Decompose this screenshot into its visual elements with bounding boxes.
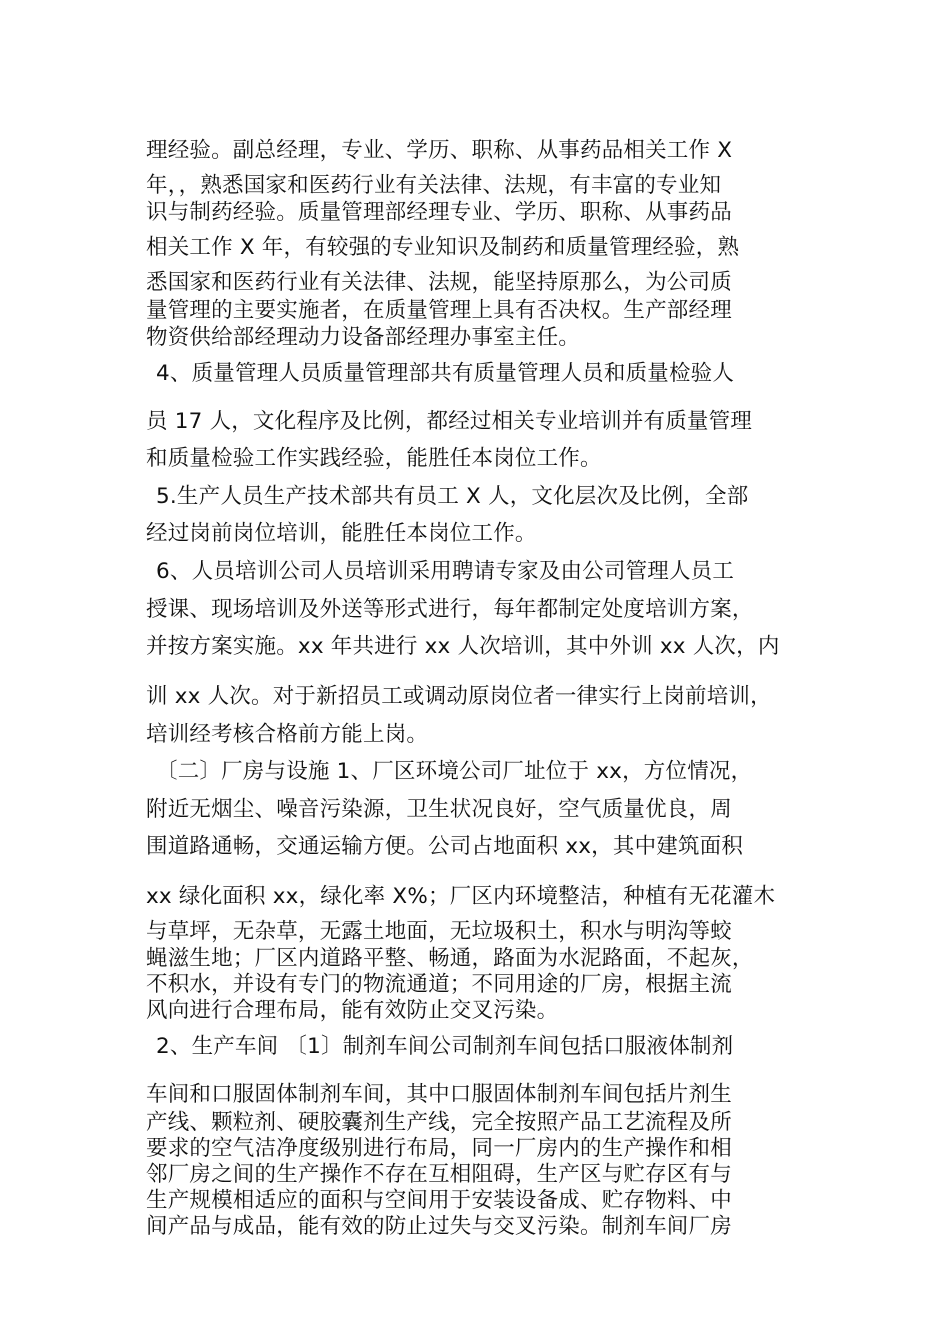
- text-line: 物资供给部经理动力设备部经理办事室主任。: [146, 325, 581, 350]
- text-line: 邻厂房之间的生产操作不存在互相阻碍，生产区与贮存区有与: [146, 1162, 732, 1187]
- text-line: xx 绿化面积 xx，绿化率 X%；厂区内环境整洁，种植有无花灌木: [146, 884, 776, 909]
- text-line: 识与制药经验。质量管理部经理专业、学历、职称、从事药品: [146, 200, 732, 225]
- text-line: 量管理的主要实施者，在质量管理上具有否决权。生产部经理: [146, 298, 732, 323]
- text-line: 间产品与成品，能有效的防止过失与交叉污染。制剂车间厂房: [146, 1214, 732, 1239]
- text-line: 经过岗前岗位培训，能胜任本岗位工作。: [146, 521, 537, 546]
- text-line: 与草坪，无杂草，无露土地面，无垃圾积土，积水与明沟等蛟: [146, 919, 732, 944]
- text-line: 不积水，并设有专门的物流通道；不同用途的厂房，根据主流: [146, 972, 732, 997]
- text-line: 悉国家和医药行业有关法律、法规，能坚持原那么，为公司质: [146, 270, 732, 295]
- text-line: 生产规模相适应的面积与空间用于安装设备成、贮存物料、中: [146, 1188, 732, 1213]
- text-line: 5.生产人员生产技术部共有员工 X 人，文化层次及比例，全部: [156, 484, 749, 509]
- text-line: 授课、现场培训及外送等形式进行，每年都制定处度培训方案，: [146, 597, 754, 622]
- text-line: 附近无烟尘、噪音污染源，卫生状况良好，空气质量优良，周: [146, 797, 732, 822]
- text-line: 并按方案实施。xx 年共进行 xx 人次培训，其中外训 xx 人次，内: [146, 634, 780, 659]
- text-line: 产线、颗粒剂、硬胶囊剂生产线，完全按照产品工艺流程及所: [146, 1110, 732, 1135]
- text-line: 训 xx 人次。对于新招员工或调动原岗位者一律实行上岗前培训，: [146, 684, 772, 709]
- text-line: 培训经考核合格前方能上岗。: [146, 722, 429, 747]
- text-line: 2、生产车间 〔1〕制剂车间公司制剂车间包括口服液体制剂: [156, 1034, 734, 1059]
- text-line: 理经验。副总经理，专业、学历、职称、从事药品相关工作 X: [146, 138, 733, 163]
- text-line: 要求的空气洁净度级别进行布局，同一厂房内的生产操作和相: [146, 1136, 732, 1161]
- text-line: 蝇滋生地；厂区内道路平整、畅通，路面为水泥路面，不起灰，: [146, 946, 754, 971]
- text-line: 4、质量管理人员质量管理部共有质量管理人员和质量检验人: [156, 361, 735, 386]
- text-line: 围道路通畅，交通运输方便。公司占地面积 xx，其中建筑面积: [146, 834, 744, 859]
- text-line: 和质量检验工作实践经验，能胜任本岗位工作。: [146, 446, 602, 471]
- text-line: 车间和口服固体制剂车间，其中口服固体制剂车间包括片剂生: [146, 1082, 732, 1107]
- text-line: 年，，熟悉国家和医药行业有关法律、法规，有丰富的专业知: [146, 173, 722, 198]
- text-line: 6、人员培训公司人员培训采用聘请专家及由公司管理人员工: [156, 559, 735, 584]
- text-line: 〔二〕厂房与设施 1、厂区环境公司厂址位于 xx，方位情况，: [156, 759, 753, 784]
- text-line: 员 17 人，文化程序及比例，都经过相关专业培训并有质量管理: [146, 409, 753, 434]
- text-line: 风向进行合理布局，能有效防止交叉污染。: [146, 998, 559, 1023]
- text-line: 相关工作 X 年，有较强的专业知识及制药和质量管理经验，熟: [146, 235, 740, 260]
